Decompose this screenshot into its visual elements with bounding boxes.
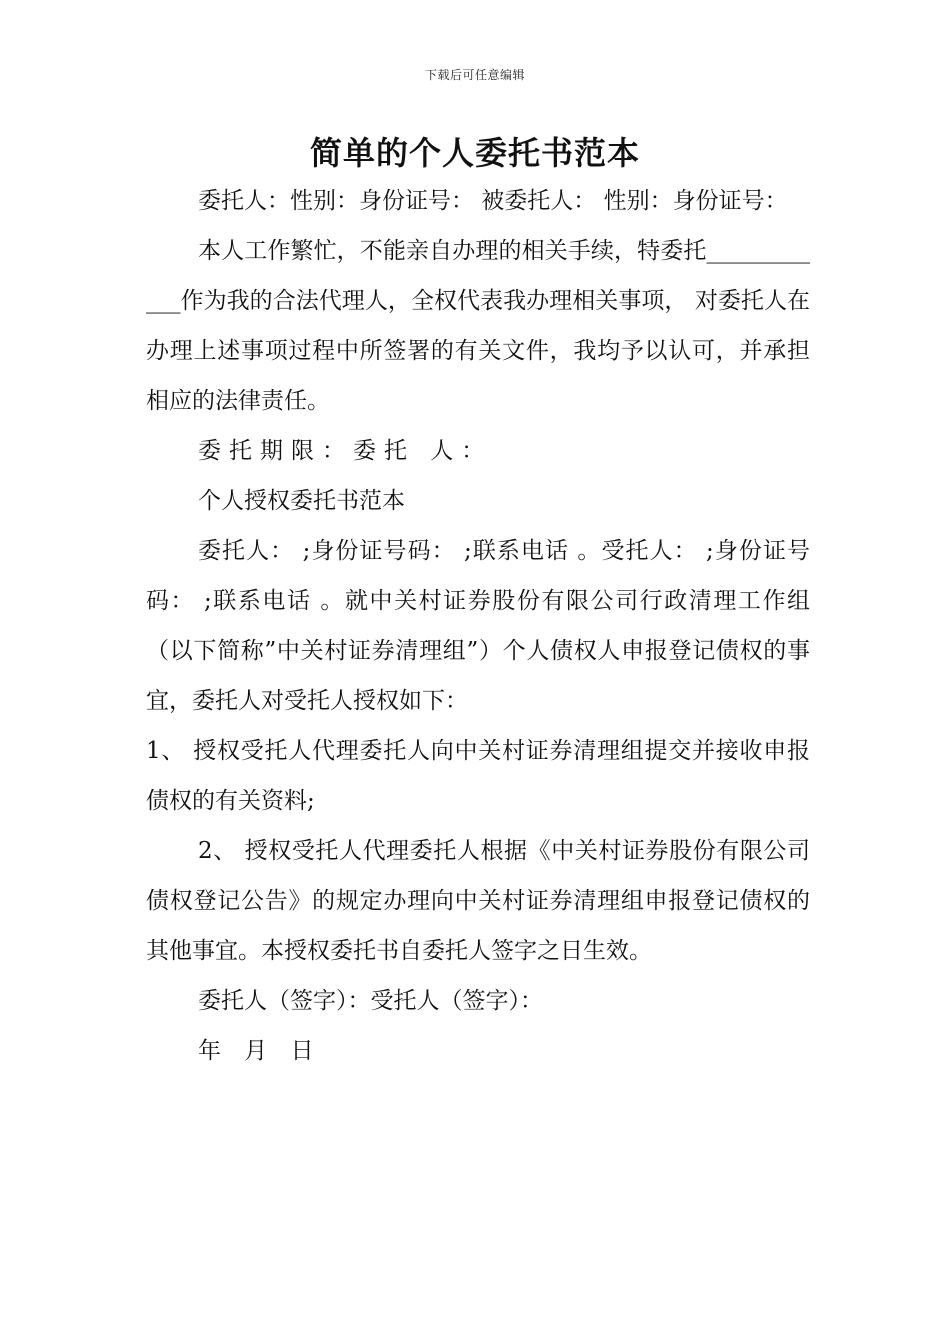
- section-heading: 个人授权委托书范本: [198, 488, 405, 514]
- header-note: 下载后可任意编辑: [424, 68, 525, 82]
- document-body: [146, 176, 810, 1076]
- delegation-statement-paragraph: 本人工作繁忙，不能亲自办理的相关手续，特委托____________作为我的合法代理人，全权代表我办理相关事项， 对委托人在办理上述事项过程中所签署的有关文件，我均予以认可，并承担相应的法律责任。: [146, 238, 810, 414]
- date-line: 年 月 日: [198, 1038, 322, 1064]
- document-title: 简单的个人委托书范本: [309, 134, 640, 172]
- signature-line: 委托人（签字）：受托人（签字）：: [198, 988, 543, 1014]
- authorization-intro-paragraph: 委托人： ;身份证号码： ;联系电话 。受托人： ;身份证号码： ;联系电话 。就中关村证券股份有限公司行政清理工作组（以下简称”中关村证券清理组”）个人债权人申报登记债权的事宜，委托人对受托人授权如下：: [146, 538, 810, 714]
- authorization-item-1: 1、 授权受托人代理委托人向中关村证券清理组提交并接收申报债权的有关资料;: [146, 738, 810, 814]
- authorization-item-2: 2、 授权受托人代理委托人根据《中关村证券股份有限公司债权登记公告》的规定办理向中关村证券清理组申报登记债权的其他事宜。本授权委托书自委托人签字之日生效。: [146, 838, 810, 964]
- delegation-period-line: 委托期限：委托 人：: [198, 438, 493, 464]
- principal-info-paragraph: 委托人：性别：身份证号： 被委托人： 性别：身份证号：: [198, 188, 788, 214]
